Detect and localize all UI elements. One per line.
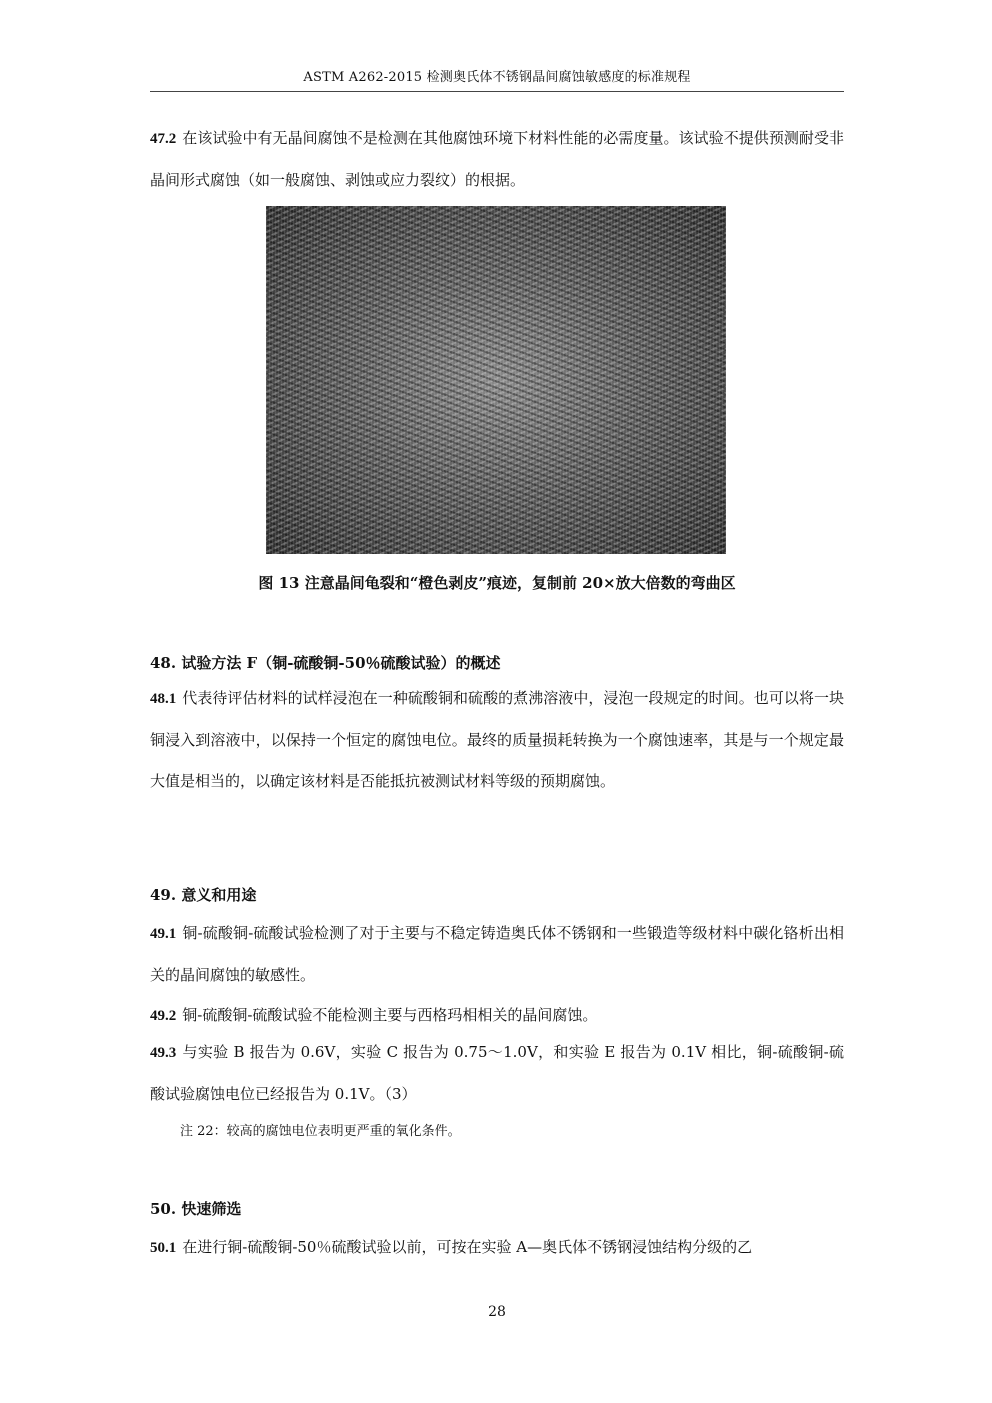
figure-13-caption: 图 13 注意晶间龟裂和“橙色剥皮”痕迹，复制前 20×放大倍数的弯曲区 bbox=[258, 574, 736, 592]
paragraph-49-1 bbox=[150, 913, 844, 996]
paragraph-48-1 bbox=[150, 678, 844, 802]
paragraph-text: 铜-硫酸铜-硫酸试验检测了对于主要与不稳定铸造奥氏体不锈钢和一些锻造等级材料中碳化铬析出相关的晶间腐蚀的敏感性。 bbox=[150, 924, 844, 984]
paragraph-text: 代表待评估材料的试样浸泡在一种硫酸铜和硫酸的煮沸溶液中，浸泡一段规定的时间。也可以将一块铜浸入到溶液中，以保持一个恒定的腐蚀电位。最终的质量损耗转换为一个腐蚀速率，其是与一个规定最大值是相当的，以确定该材料是否能抵抗被测试材料等级的预期腐蚀。 bbox=[150, 689, 844, 790]
figure-13-photo bbox=[266, 206, 726, 554]
clause-number: 48.1 bbox=[150, 691, 177, 707]
note-22: 注 22：较高的腐蚀电位表明更严重的氧化条件。 bbox=[180, 1124, 461, 1139]
section-50-heading: 50. 快速筛选 bbox=[150, 1200, 242, 1218]
clause-number: 49.1 bbox=[150, 926, 177, 942]
paragraph-49-3 bbox=[150, 1032, 844, 1115]
header-rule bbox=[150, 91, 844, 92]
section-48-heading: 48. 试验方法 F（铜-硫酸铜-50％硫酸试验）的概述 bbox=[150, 654, 501, 672]
clause-number: 49.2 bbox=[150, 1008, 177, 1024]
page-header: ASTM A262-2015 检测奥氏体不锈钢晶间腐蚀敏感度的标准规程 bbox=[303, 70, 691, 85]
clause-number: 47.2 bbox=[150, 131, 177, 147]
paragraph-text: 在进行铜-硫酸铜-50％硫酸试验以前，可按在实验 A—奥氏体不锈钢浸蚀结构分级的乙 bbox=[182, 1238, 753, 1256]
paragraph-text: 与实验 B 报告为 0.6V，实验 C 报告为 0.75～1.0V，和实验 E 报告为 0.1V 相比，铜-硫酸铜-硫酸试验腐蚀电位已经报告为 0.1V。（3） bbox=[150, 1043, 844, 1103]
paragraph-49-2 bbox=[150, 995, 844, 1037]
section-49-heading: 49. 意义和用途 bbox=[150, 886, 257, 904]
page-number: 28 bbox=[488, 1304, 506, 1320]
paragraph-50-1 bbox=[150, 1227, 844, 1269]
clause-number: 49.3 bbox=[150, 1045, 177, 1061]
clause-number: 50.1 bbox=[150, 1240, 177, 1256]
paragraph-text: 在该试验中有无晶间腐蚀不是检测在其他腐蚀环境下材料性能的必需度量。该试验不提供预测耐受非晶间形式腐蚀（如一般腐蚀、剥蚀或应力裂纹）的根据。 bbox=[150, 129, 844, 189]
paragraph-text: 铜-硫酸铜-硫酸试验不能检测主要与西格玛相相关的晶间腐蚀。 bbox=[182, 1006, 598, 1024]
paragraph-47-2 bbox=[150, 118, 844, 201]
